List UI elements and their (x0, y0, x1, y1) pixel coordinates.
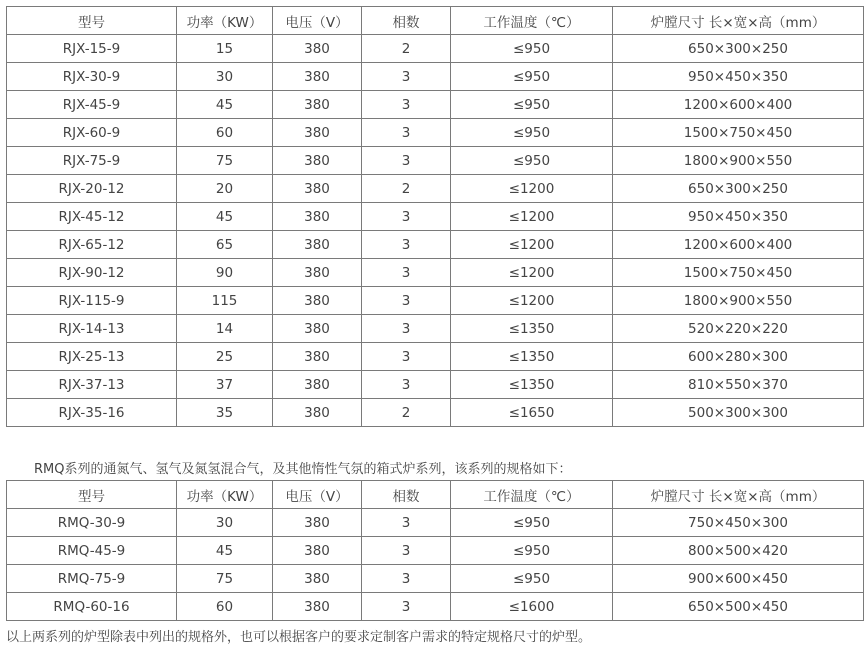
cell-model: RJX-15-9 (7, 35, 177, 63)
cell-chamber-size: 650×300×250 (613, 35, 864, 63)
cell-chamber-size: 500×300×300 (613, 399, 864, 427)
cell-chamber-size: 950×450×350 (613, 203, 864, 231)
header-voltage: 电压（V） (273, 7, 362, 35)
cell-chamber-size: 1200×600×400 (613, 91, 864, 119)
cell-power: 60 (177, 593, 273, 621)
cell-power: 45 (177, 203, 273, 231)
header-temperature: 工作温度（℃） (451, 7, 613, 35)
table-row (7, 537, 864, 565)
cell-voltage: 380 (273, 371, 362, 399)
cell-voltage: 380 (273, 203, 362, 231)
cell-model: RMQ-75-9 (7, 565, 177, 593)
cell-chamber-size: 1200×600×400 (613, 231, 864, 259)
cell-temperature: ≤950 (451, 565, 613, 593)
cell-phases: 3 (362, 593, 451, 621)
cell-voltage: 380 (273, 259, 362, 287)
cell-voltage: 380 (273, 63, 362, 91)
cell-model: RJX-115-9 (7, 287, 177, 315)
cell-model: RJX-37-13 (7, 371, 177, 399)
cell-phases: 3 (362, 537, 451, 565)
cell-chamber-size: 1800×900×550 (613, 287, 864, 315)
cell-power: 65 (177, 231, 273, 259)
cell-voltage: 380 (273, 509, 362, 537)
cell-power: 20 (177, 175, 273, 203)
footer-note: 以上两系列的炉型除表中列出的规格外，也可以根据客户的要求定制客户需求的特定规格尺寸的炉型。 (6, 630, 592, 645)
cell-temperature: ≤1350 (451, 315, 613, 343)
cell-chamber-size: 900×600×450 (613, 565, 864, 593)
cell-power: 15 (177, 35, 273, 63)
cell-model: RMQ-45-9 (7, 537, 177, 565)
rmq-spec-table (6, 480, 864, 621)
cell-voltage: 380 (273, 315, 362, 343)
cell-phases: 2 (362, 175, 451, 203)
cell-temperature: ≤1350 (451, 343, 613, 371)
table-header-row (7, 481, 864, 509)
table-row (7, 315, 864, 343)
cell-power: 90 (177, 259, 273, 287)
table-row (7, 509, 864, 537)
cell-temperature: ≤1200 (451, 175, 613, 203)
table-row (7, 259, 864, 287)
cell-power: 37 (177, 371, 273, 399)
cell-chamber-size: 520×220×220 (613, 315, 864, 343)
cell-model: RJX-65-12 (7, 231, 177, 259)
cell-model: RJX-60-9 (7, 119, 177, 147)
cell-power: 14 (177, 315, 273, 343)
cell-voltage: 380 (273, 147, 362, 175)
cell-voltage: 380 (273, 119, 362, 147)
header-voltage: 电压（V） (273, 481, 362, 509)
cell-temperature: ≤950 (451, 63, 613, 91)
cell-chamber-size: 600×280×300 (613, 343, 864, 371)
cell-temperature: ≤1200 (451, 287, 613, 315)
table-row (7, 203, 864, 231)
table-row (7, 343, 864, 371)
cell-temperature: ≤950 (451, 147, 613, 175)
cell-temperature: ≤1350 (451, 371, 613, 399)
cell-phases: 3 (362, 371, 451, 399)
cell-model: RMQ-30-9 (7, 509, 177, 537)
cell-voltage: 380 (273, 91, 362, 119)
cell-temperature: ≤950 (451, 509, 613, 537)
cell-chamber-size: 800×500×420 (613, 537, 864, 565)
table-row (7, 231, 864, 259)
table-header-row (7, 7, 864, 35)
header-chamber-size: 炉膛尺寸 长×宽×高（mm） (613, 481, 864, 509)
table-row (7, 287, 864, 315)
cell-phases: 3 (362, 315, 451, 343)
cell-phases: 3 (362, 119, 451, 147)
cell-power: 35 (177, 399, 273, 427)
cell-chamber-size: 650×300×250 (613, 175, 864, 203)
table-row (7, 63, 864, 91)
cell-power: 75 (177, 147, 273, 175)
cell-power: 45 (177, 91, 273, 119)
cell-voltage: 380 (273, 175, 362, 203)
cell-phases: 3 (362, 91, 451, 119)
table-row (7, 147, 864, 175)
cell-chamber-size: 650×500×450 (613, 593, 864, 621)
cell-chamber-size: 1800×900×550 (613, 147, 864, 175)
cell-model: RJX-75-9 (7, 147, 177, 175)
table-row (7, 91, 864, 119)
cell-model: RJX-14-13 (7, 315, 177, 343)
table-row (7, 593, 864, 621)
cell-power: 75 (177, 565, 273, 593)
cell-model: RJX-35-16 (7, 399, 177, 427)
cell-voltage: 380 (273, 35, 362, 63)
cell-model: RJX-45-12 (7, 203, 177, 231)
header-phases: 相数 (362, 7, 451, 35)
table-row (7, 565, 864, 593)
header-power: 功率（KW） (177, 7, 273, 35)
cell-phases: 2 (362, 35, 451, 63)
table-row (7, 371, 864, 399)
header-temperature: 工作温度（℃） (451, 481, 613, 509)
rmq-series-caption: RMQ系列的通氮气、氢气及氮氢混合气，及其他惰性气氛的箱式炉系列，该系列的规格如下： (34, 462, 572, 477)
cell-power: 45 (177, 537, 273, 565)
cell-phases: 3 (362, 565, 451, 593)
cell-model: RJX-20-12 (7, 175, 177, 203)
cell-temperature: ≤1200 (451, 203, 613, 231)
header-chamber-size: 炉膛尺寸 长×宽×高（mm） (613, 7, 864, 35)
cell-chamber-size: 950×450×350 (613, 63, 864, 91)
cell-phases: 3 (362, 509, 451, 537)
cell-phases: 3 (362, 231, 451, 259)
cell-temperature: ≤950 (451, 119, 613, 147)
cell-model: RJX-90-12 (7, 259, 177, 287)
cell-chamber-size: 1500×750×450 (613, 119, 864, 147)
cell-model: RJX-30-9 (7, 63, 177, 91)
cell-temperature: ≤1200 (451, 259, 613, 287)
cell-voltage: 380 (273, 537, 362, 565)
table-row (7, 35, 864, 63)
cell-temperature: ≤1200 (451, 231, 613, 259)
cell-voltage: 380 (273, 593, 362, 621)
cell-model: RJX-45-9 (7, 91, 177, 119)
cell-phases: 3 (362, 287, 451, 315)
cell-voltage: 380 (273, 399, 362, 427)
table-row (7, 175, 864, 203)
cell-chamber-size: 750×450×300 (613, 509, 864, 537)
cell-phases: 3 (362, 203, 451, 231)
cell-phases: 3 (362, 147, 451, 175)
header-power: 功率（KW） (177, 481, 273, 509)
header-model: 型号 (7, 7, 177, 35)
cell-voltage: 380 (273, 287, 362, 315)
cell-power: 30 (177, 509, 273, 537)
cell-power: 60 (177, 119, 273, 147)
cell-temperature: ≤1650 (451, 399, 613, 427)
cell-phases: 3 (362, 63, 451, 91)
cell-voltage: 380 (273, 565, 362, 593)
cell-chamber-size: 810×550×370 (613, 371, 864, 399)
table-row (7, 119, 864, 147)
table-row (7, 399, 864, 427)
cell-power: 30 (177, 63, 273, 91)
header-phases: 相数 (362, 481, 451, 509)
cell-phases: 2 (362, 399, 451, 427)
cell-phases: 3 (362, 343, 451, 371)
cell-phases: 3 (362, 259, 451, 287)
cell-model: RMQ-60-16 (7, 593, 177, 621)
cell-power: 25 (177, 343, 273, 371)
cell-chamber-size: 1500×750×450 (613, 259, 864, 287)
cell-temperature: ≤950 (451, 35, 613, 63)
cell-voltage: 380 (273, 343, 362, 371)
cell-voltage: 380 (273, 231, 362, 259)
cell-power: 115 (177, 287, 273, 315)
cell-model: RJX-25-13 (7, 343, 177, 371)
cell-temperature: ≤950 (451, 537, 613, 565)
cell-temperature: ≤1600 (451, 593, 613, 621)
rjx-spec-table (6, 6, 864, 427)
header-model: 型号 (7, 481, 177, 509)
cell-temperature: ≤950 (451, 91, 613, 119)
